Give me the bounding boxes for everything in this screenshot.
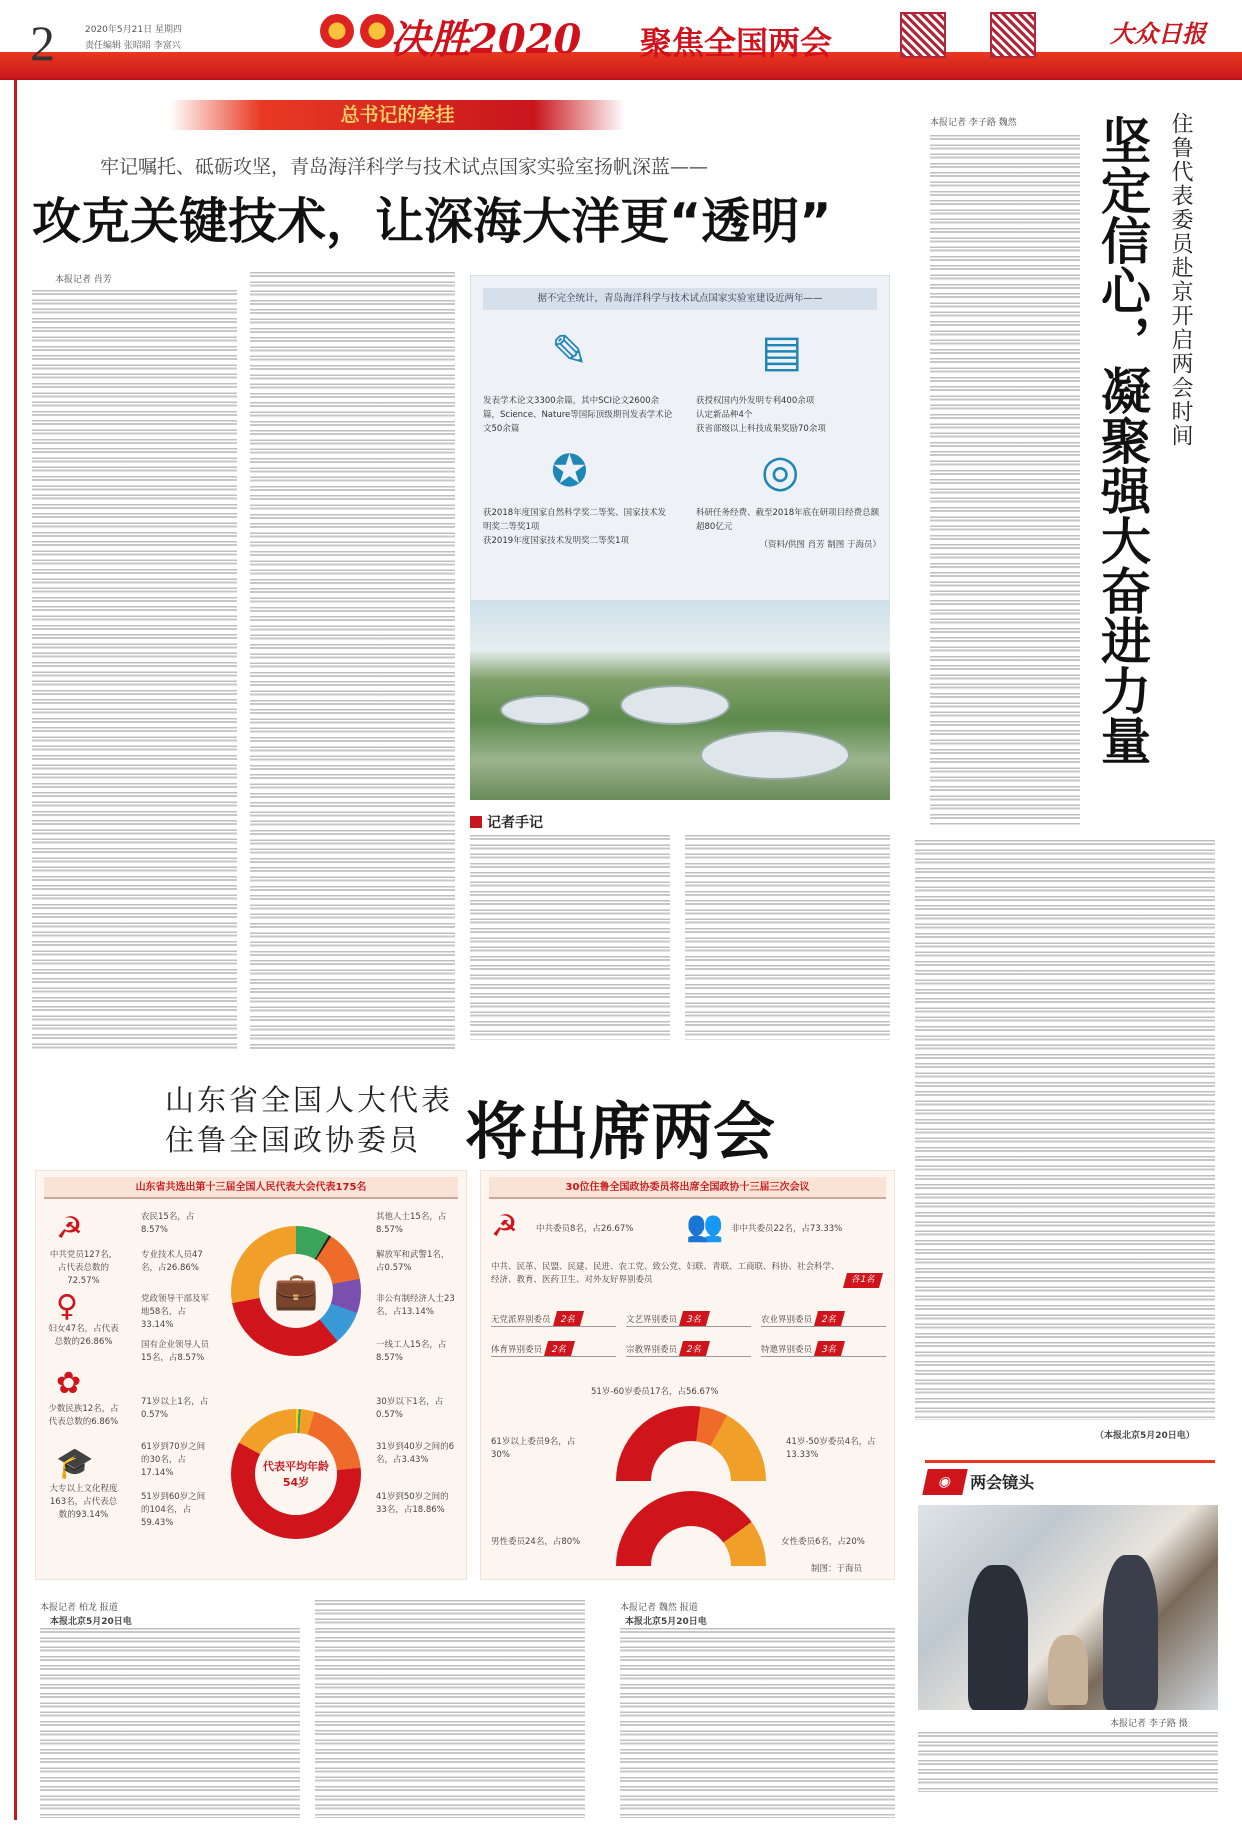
women-icon: ♀ bbox=[56, 1289, 78, 1324]
bottom-byline: 本报记者 柏龙 报道 bbox=[40, 1603, 118, 1613]
ethnic-minority-icon: ✿ bbox=[56, 1366, 82, 1401]
occupation-donut bbox=[231, 1226, 361, 1356]
lead-byline: 本报记者 肖芳 bbox=[55, 275, 112, 285]
count-tag: 3名 bbox=[679, 1311, 710, 1326]
stat-line: 获省部级以上科技成果奖励70余项 bbox=[696, 424, 826, 434]
party-members-icon: ☭ bbox=[491, 1209, 518, 1244]
age-label: 61岁到70岁之间的30名，占17.14% bbox=[141, 1442, 206, 1478]
npc-women: 妇女47名，占代表总数的26.86% bbox=[48, 1324, 119, 1347]
award-medal-icon: ✪ bbox=[551, 446, 588, 497]
stat-line: 获授权国内外发明专利400余项 bbox=[696, 396, 815, 406]
second-headline-right: 将出席两会 bbox=[465, 1095, 776, 1168]
sector-name: 宗教界别委员 bbox=[626, 1345, 678, 1355]
graduation-cap-icon: 🎓 bbox=[56, 1446, 94, 1481]
count-tag: 各1名 bbox=[843, 1273, 883, 1288]
two-sessions-lens-heading bbox=[925, 1460, 1215, 1500]
bottom-dateline: 本报北京5月20日电 bbox=[625, 1617, 707, 1627]
age-semicircle-chart bbox=[616, 1406, 766, 1481]
article-column bbox=[32, 290, 237, 1050]
briefcase-icon: 💼 bbox=[259, 1254, 333, 1328]
cppcc-party: 中共委员8名，占26.67% bbox=[536, 1224, 634, 1234]
occupation-label: 解放军和武警1名，占0.57% bbox=[376, 1250, 450, 1273]
npc-education: 大专以上文化程度163名，占代表总数的93.14% bbox=[49, 1484, 118, 1520]
occupation-label: 农民15名，占8.57% bbox=[141, 1212, 195, 1235]
age-donut bbox=[231, 1409, 361, 1539]
article-column bbox=[40, 1628, 300, 1818]
date-text: 2020年5月21日 星期四 bbox=[85, 25, 182, 35]
editors-text: 责任编辑 张昭昭 李富兴 bbox=[85, 41, 181, 51]
second-headline-left bbox=[165, 1080, 453, 1160]
npc-infographic bbox=[35, 1170, 467, 1580]
delegates-train-photo bbox=[918, 1505, 1218, 1710]
article-column bbox=[685, 835, 890, 1040]
sector-row bbox=[491, 1311, 616, 1327]
gender-label: 女性委员6名，占20% bbox=[781, 1537, 865, 1547]
age-label: 71岁以上1名，占0.57% bbox=[141, 1397, 209, 1420]
photo-byline: 本报记者 李子路 摄 bbox=[1110, 1719, 1188, 1729]
stat-line: 获2018年度国家自然科学奖二等奖、国家技术发明奖二等奖1项 bbox=[483, 508, 667, 532]
qr-code-icon[interactable] bbox=[900, 12, 946, 58]
count-tag: 2名 bbox=[544, 1341, 575, 1356]
document-pen-icon: ✎ bbox=[551, 326, 588, 377]
page-number: 2 bbox=[30, 15, 55, 71]
masthead bbox=[0, 0, 1242, 80]
age-label: 51岁-60岁委员17名，占56.67% bbox=[591, 1387, 719, 1397]
photo-caption bbox=[918, 1732, 1218, 1792]
headline-line: 住鲁全国政协委员 bbox=[165, 1123, 422, 1157]
sector-name: 文艺界别委员 bbox=[626, 1315, 678, 1325]
certificate-icon: ▤ bbox=[761, 326, 803, 377]
right-subhead: 住鲁代表委员赴京开启两会时间 bbox=[1168, 112, 1193, 448]
npc-minority: 少数民族12名，占代表总数的6.86% bbox=[48, 1404, 119, 1427]
occupation-label: 专业技术人员47名，占26.86% bbox=[141, 1250, 203, 1273]
reporter-note-heading: 记者手记 bbox=[470, 812, 543, 832]
stat-line: 获2019年度国家技术发明奖二等奖1项 bbox=[483, 536, 630, 546]
npc-party: 中共党员127名，占代表总数的72.57% bbox=[49, 1250, 118, 1286]
sector-name: 特邀界别委员 bbox=[761, 1345, 813, 1355]
newspaper-logo: 大众日报 bbox=[1110, 19, 1206, 48]
age-label: 41岁-50岁委员4名，占13.33% bbox=[786, 1437, 876, 1460]
qr-code-icon[interactable] bbox=[990, 12, 1036, 58]
occupation-label: 其他人士15名，占8.57% bbox=[376, 1212, 447, 1235]
sector-row bbox=[626, 1341, 751, 1357]
occupation-label: 党政领导干部及军地58名，占33.14% bbox=[141, 1294, 210, 1330]
count-tag: 2名 bbox=[679, 1341, 710, 1356]
sectors-each-tag bbox=[841, 1273, 881, 1288]
masthead-date bbox=[85, 22, 182, 54]
right-headline: 坚定信心，凝聚强大奋进力量 bbox=[1093, 115, 1151, 765]
article-column bbox=[915, 840, 1215, 1420]
age-center-label: 代表平均年龄54岁 bbox=[255, 1433, 337, 1515]
age-label: 61岁以上委员9名，占30% bbox=[491, 1437, 576, 1460]
article-column bbox=[470, 835, 670, 1040]
occupation-label: 一线工人15名，占8.57% bbox=[376, 1340, 447, 1363]
bottom-dateline: 本报北京5月20日电 bbox=[50, 1617, 132, 1627]
article-column bbox=[620, 1628, 895, 1818]
sector-row bbox=[491, 1341, 616, 1357]
sector-row bbox=[761, 1341, 886, 1357]
age-label: 51岁到60岁之间的104名，占59.43% bbox=[141, 1492, 206, 1528]
infographic-credit: （资料/供图 肖芳 制图 于海员） bbox=[759, 540, 881, 550]
sector-name: 体育界别委员 bbox=[491, 1345, 543, 1355]
sector-row bbox=[761, 1311, 886, 1327]
masthead-title-script: 决胜2020 bbox=[390, 16, 582, 63]
lead-kicker: 牢记嘱托、砥砺攻坚，青岛海洋科学与技术试点国家实验室扬帆深蓝—— bbox=[100, 156, 709, 178]
age-label: 41岁到50岁之间的33名，占18.86% bbox=[376, 1492, 449, 1515]
occupation-label: 非公有制经济人士23名，占13.14% bbox=[376, 1294, 455, 1317]
cppcc-credit: 制图：于海员 bbox=[811, 1564, 863, 1574]
cppcc-nonparty: 非中共委员22名，占73.33% bbox=[731, 1224, 843, 1234]
people-icon: 👥 bbox=[686, 1209, 724, 1244]
coins-icon: ◎ bbox=[761, 446, 800, 497]
sector-name: 农业界别委员 bbox=[761, 1315, 813, 1325]
lab-campus-photo bbox=[470, 600, 890, 800]
occupation-label: 国有企业领导人员15名，占8.57% bbox=[141, 1340, 210, 1363]
sector-name: 无党派界别委员 bbox=[491, 1315, 551, 1325]
stat-line: 认定新品种4个 bbox=[696, 410, 753, 420]
cppcc-title: 30位住鲁全国政协委员将出席全国政协十三届三次会议 bbox=[489, 1177, 886, 1199]
cppcc-sectors-text: 中共、民革、民盟、民建、民进、农工党、致公党、妇联、青联、工商联、科协、社会科学、经济、教育、医药卫生、对外友好界别委员 bbox=[491, 1262, 840, 1285]
gender-semicircle-chart bbox=[616, 1491, 766, 1566]
article-column bbox=[315, 1600, 585, 1818]
right-dateline: （本报北京5月20日电） bbox=[1095, 1431, 1195, 1441]
count-tag: 2名 bbox=[553, 1311, 584, 1326]
count-tag: 3名 bbox=[814, 1341, 845, 1356]
stat-patents bbox=[696, 394, 881, 436]
count-tag: 2名 bbox=[814, 1311, 845, 1326]
cppcc-emblem-icon bbox=[360, 14, 394, 48]
lead-headline: 攻克关键技术，让深海大洋更“透明” bbox=[32, 193, 832, 250]
infographic-title: 据不完全统计，青岛海洋科学与技术试点国家实验室建设近两年—— bbox=[483, 288, 877, 310]
article-column bbox=[250, 272, 455, 1052]
section-banner: 总书记的牵挂 bbox=[170, 100, 625, 130]
npc-title: 山东省共选出第十三届全国人民代表大会代表175名 bbox=[44, 1177, 458, 1199]
left-rule bbox=[14, 80, 17, 1820]
lens-title: 两会镜头 bbox=[970, 1473, 1035, 1492]
bottom-byline: 本报记者 魏然 报道 bbox=[620, 1603, 698, 1613]
stat-awards bbox=[483, 506, 673, 548]
age-label: 31岁到40岁之间的6名，占3.43% bbox=[376, 1442, 455, 1465]
national-emblem-icon bbox=[320, 14, 354, 48]
masthead-title: 聚焦全国两会 bbox=[640, 24, 833, 62]
headline-line: 山东省全国人大代表 bbox=[165, 1083, 454, 1117]
stat-funding: 科研任务经费、截至2018年底在研项目经费总额超80亿元 bbox=[696, 508, 880, 532]
stat-papers: 发表学术论文3300余篇，其中SCI论文2600余篇，Science、Nature等国际顶级期刊发表学术论文50余篇 bbox=[483, 396, 673, 434]
gender-label: 男性委员24名，占80% bbox=[491, 1537, 581, 1547]
party-members-icon: ☭ bbox=[56, 1211, 83, 1246]
article-column bbox=[930, 135, 1080, 825]
cppcc-infographic bbox=[480, 1170, 895, 1580]
camera-icon: ◉ bbox=[922, 1469, 968, 1495]
right-byline: 本报记者 李子路 魏然 bbox=[930, 118, 1017, 128]
age-label: 30岁以下1名，占0.57% bbox=[376, 1397, 444, 1420]
sector-row bbox=[626, 1311, 751, 1327]
